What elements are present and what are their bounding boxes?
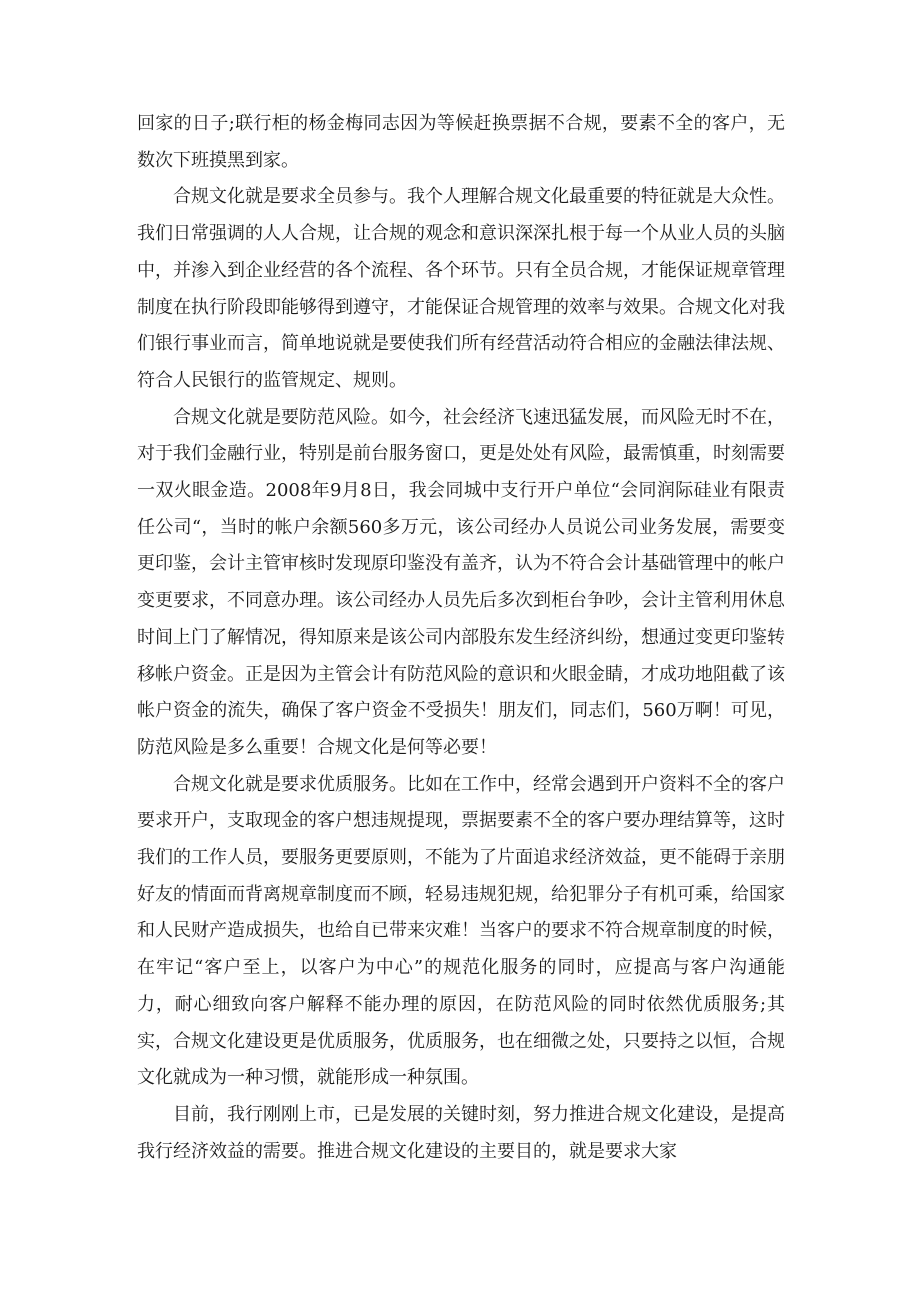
paragraph-5: 目前，我行刚刚上市，已是发展的关键时刻，努力推进合规文化建设，是提高我行经济效益的需要。推进合规文化建设的主要目的，就是要求大家 xyxy=(137,1103,785,1162)
paragraph-1: 回家的日子;联行柜的杨金梅同志因为等候赶换票据不合规，要素不全的客户，无数次下班摸黑到家。 xyxy=(137,113,785,171)
paragraph-3: 合规文化就是要防范风险。如今，社会经济飞速迅猛发展，而风险无时不在，对于我们金融行业，特别是前台服务窗口，更是处处有风险，最需慎重，时刻需要一双火眼金造。2008年9月8日，我会同城中支行开户单位“会同润际硅业有限责任公司“，当时的帐户余额560多万元，该公司经办人员说公司业务发展，需要变更印鉴，会计主管审核时发现原印鉴没有盖齐，认为不符合会计基础管理中的帐户变更要求，不同意办理。该公司经办人员先后多次到柜台争吵，会计主管利用休息时间上门了解情况，得知原来是该公司内部股东发生经济纠纷，想通过变更印鉴转移帐户资金。正是因为主管会计有防范风险的意识和火眼金睛，才成功地阻截了该帐户资金的流失，确保了客户资金不受损失！朋友们，同志们，560万啊！可见，防范风险是多么重要！合规文化是何等必要！ xyxy=(137,406,785,758)
document-page xyxy=(137,106,785,1170)
paragraph-2: 合规文化就是要求全员参与。我个人理解合规文化最重要的特征就是大众性。我们日常强调的人人合规，让合规的观念和意识深深扎根于每一个从业人员的头脑中，并渗入到企业经营的各个流程、各个环节。只有全员合规，才能保证规章管理制度在执行阶段即能够得到遵守，才能保证合规管理的效率与效果。合规文化对我们银行事业而言，简单地说就是要使我们所有经营活动符合相应的金融法律法规、符合人民银行的监管规定、规则。 xyxy=(137,186,785,391)
paragraph-4: 合规文化就是要求优质服务。比如在工作中，经常会遇到开户资料不全的客户要求开户，支取现金的客户想违规提现，票据要素不全的客户要办理结算等，这时我们的工作人员，要服务更要原则，不能为了片面追求经济效益，更不能碍于亲朋好友的情面而背离规章制度而不顾，轻易违规犯规，给犯罪分子有机可乘，给国家和人民财产造成损失，也给自已带来灾难！当客户的要求不符合规章制度的时候，在牢记“客户至上，以客户为中心”的规范化服务的同时，应提高与客户沟通能力，耐心细致向客户解释不能办理的原因，在防范风险的同时依然优质服务;其实，合规文化建设更是优质服务，优质服务，也在细微之处，只要持之以恒，合规文化就成为一种习惯，就能形成一种氛围。 xyxy=(137,773,785,1089)
